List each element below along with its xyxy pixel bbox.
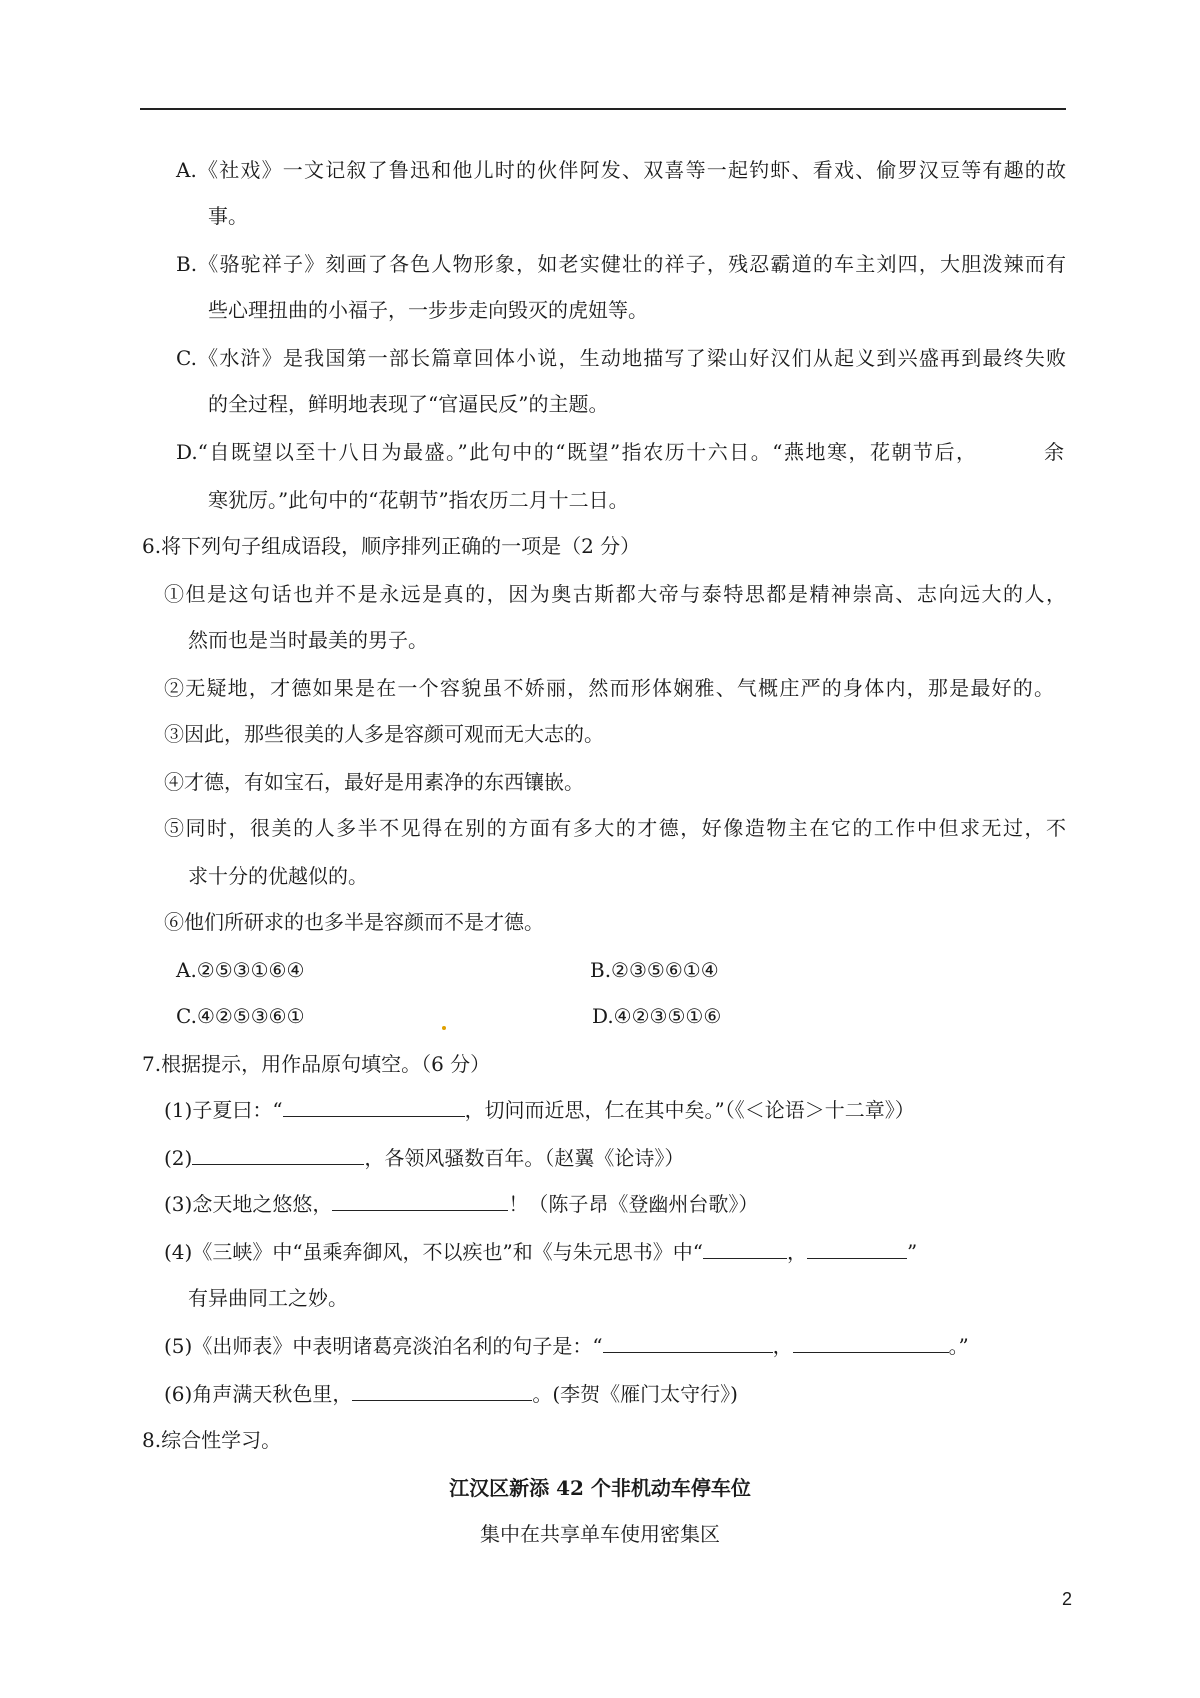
stray-dot	[442, 1026, 446, 1030]
q6-sentence-1-line-1: ①但是这句话也并不是永远是真的，因为奥古斯都大帝与泰特思都是精神崇高、志向远大的人，	[164, 582, 1066, 606]
q7-item-2	[164, 1144, 684, 1172]
q7-item-6	[164, 1380, 738, 1408]
q7-item-4-blank-1[interactable]	[703, 1238, 787, 1259]
q7-item-3-blank[interactable]	[332, 1190, 508, 1211]
q7-item-4-prefix: (4)《三峡》中“虽乘奔御风，不以疾也”和《与朱元思书》中“	[164, 1240, 704, 1264]
q7-item-4-separator: ，	[787, 1240, 808, 1264]
q7-item-5-prefix: (5)《出师表》中表明诸葛亮淡泊名利的句子是：“	[164, 1334, 603, 1358]
q6-choice-c: C.④②⑤③⑥①	[176, 1004, 305, 1028]
q7-item-4-blank-2[interactable]	[807, 1238, 907, 1259]
article-title: 江汉区新添 42 个非机动车停车位	[449, 1476, 751, 1500]
page-number: 2	[1061, 1589, 1072, 1609]
article-subtitle: 集中在共享单车使用密集区	[480, 1522, 720, 1546]
q7-item-4-suffix: ”	[907, 1240, 918, 1264]
q7-stem: 7.根据提示，用作品原句填空。（6 分）	[142, 1052, 491, 1076]
option-d-line-1: D.“自既望以至十八日为最盛。”此句中的“既望”指农历十六日。“燕地寒，花朝节后，	[176, 440, 976, 464]
q7-item-4-line-2: 有异曲同工之妙。	[188, 1286, 348, 1310]
q6-sentence-4: ④才德，有如宝石，最好是用素净的东西镶嵌。	[164, 770, 584, 794]
q7-item-5-suffix: 。”	[948, 1334, 969, 1358]
q7-item-4	[164, 1238, 917, 1266]
q7-item-1-suffix: ，切问而近思，仁在其中矣。”（《＜论语＞十二章》）	[464, 1098, 915, 1122]
q6-sentence-1-line-2: 然而也是当时最美的男子。	[188, 628, 428, 652]
option-d-line-1-tail: 余	[1044, 440, 1064, 464]
option-b-line-2: 些心理扭曲的小福子，一步步走向毁灭的虎妞等。	[208, 298, 648, 322]
header-rule	[140, 108, 1066, 110]
q7-item-5-separator: ，	[772, 1334, 793, 1358]
q7-item-3-prefix: (3)念天地之悠悠，	[164, 1192, 333, 1216]
q7-item-6-suffix: 。(李贺《雁门太守行》)	[532, 1382, 738, 1406]
q7-item-6-prefix: (6)角声满天秋色里，	[164, 1382, 353, 1406]
q6-stem: 6.将下列句子组成语段，顺序排列正确的一项是（2 分）	[142, 534, 641, 558]
option-a-line-2: 事。	[208, 204, 248, 228]
q6-sentence-3: ③因此，那些很美的人多是容颜可观而无大志的。	[164, 722, 604, 746]
option-d-line-2: 寒犹厉。”此句中的“花朝节”指农历二月十二日。	[208, 488, 629, 512]
q6-sentence-5-line-2: 求十分的优越似的。	[188, 864, 368, 888]
q7-item-1	[164, 1096, 915, 1124]
q7-item-1-blank[interactable]	[283, 1096, 465, 1117]
q6-choice-d: D.④②③⑤①⑥	[592, 1004, 722, 1028]
q6-choice-b: B.②③⑤⑥①④	[590, 958, 719, 982]
q7-item-2-suffix: ，各领风骚数百年。（赵翼《论诗》）	[364, 1146, 685, 1170]
q6-choice-a: A.②⑤③①⑥④	[176, 958, 305, 982]
q7-item-5-blank-1[interactable]	[603, 1332, 773, 1353]
q7-item-3	[164, 1190, 758, 1218]
q7-item-2-blank[interactable]	[192, 1144, 364, 1165]
q7-item-5	[164, 1332, 969, 1360]
q7-item-5-blank-2[interactable]	[793, 1332, 949, 1353]
option-c-line-1: C.《水浒》是我国第一部长篇章回体小说，生动地描写了梁山好汉们从起义到兴盛再到最终失败	[176, 346, 1066, 370]
option-b-line-1: B.《骆驼祥子》刻画了各色人物形象，如老实健壮的祥子，残忍霸道的车主刘四，大胆泼辣而有	[176, 252, 1066, 276]
q7-item-1-prefix: (1)子夏曰：“	[164, 1098, 283, 1122]
q7-item-2-prefix: (2)	[164, 1146, 193, 1170]
q6-sentence-6: ⑥他们所研求的也多半是容颜而不是才德。	[164, 910, 544, 934]
q8-stem: 8.综合性学习。	[142, 1428, 282, 1452]
q7-item-3-suffix: ！（陈子昂《登幽州台歌》）	[508, 1192, 759, 1216]
q6-sentence-5-line-1: ⑤同时，很美的人多半不见得在别的方面有多大的才德，好像造物主在它的工作中但求无过，不	[164, 816, 1066, 840]
q7-item-6-blank[interactable]	[352, 1380, 532, 1401]
option-c-line-2: 的全过程，鲜明地表现了“官逼民反”的主题。	[208, 392, 609, 416]
option-a-line-1: A.《社戏》一文记叙了鲁迅和他儿时的伙伴阿发、双喜等一起钓虾、看戏、偷罗汉豆等有趣的故	[176, 158, 1066, 182]
q6-sentence-2: ②无疑地，才德如果是在一个容貌虽不娇丽，然而形体娴雅、气概庄严的身体内，那是最好的。	[164, 676, 1054, 700]
